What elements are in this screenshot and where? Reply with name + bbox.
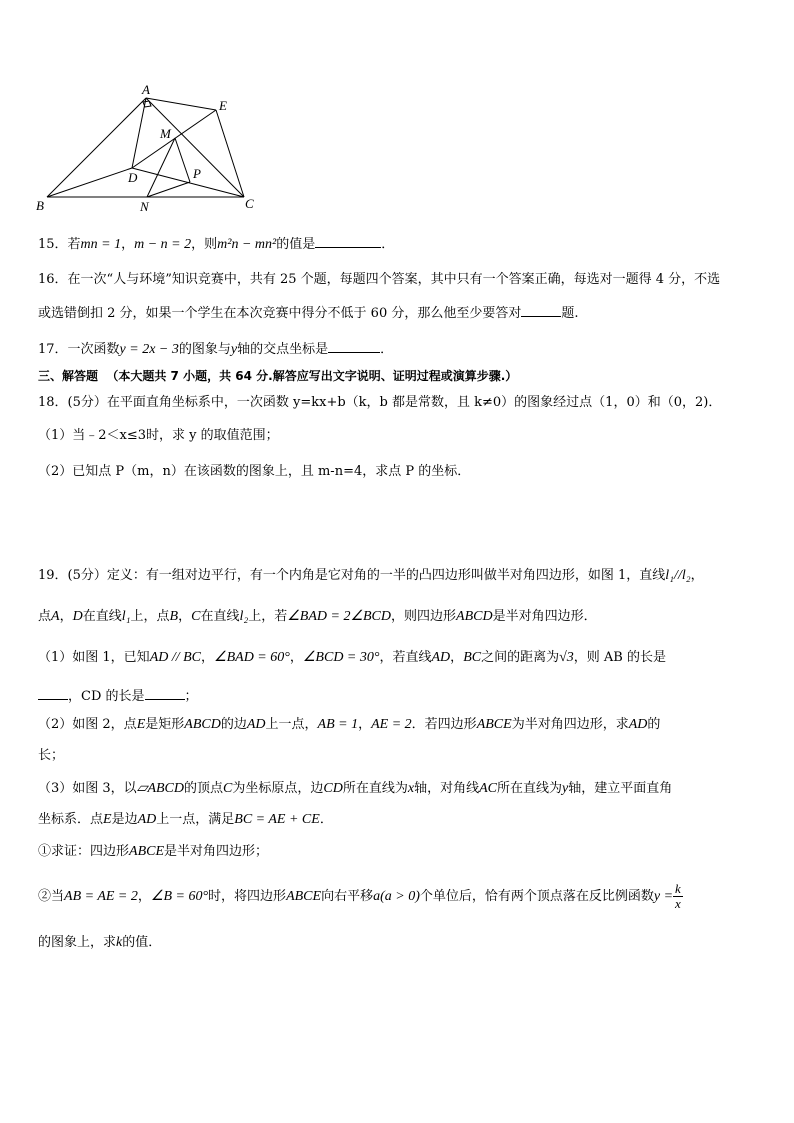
question-18-part-2: （2）已知点 P（m，n）在该函数的图象上，且 m-n=4，求点 P 的坐标． (38, 464, 471, 479)
geometry-figure (30, 80, 270, 215)
label-D: D (128, 170, 138, 185)
question-19-part-3-line-1: （3）如图 3，以▱ABCD的顶点C为坐标原点，边CD所在直线为x轴，对角线AC所在直线为y轴，建立平面直角 (38, 781, 673, 796)
question-18-stem: 18．(5分）在平面直角坐标系中，一次函数 y=kx+b（k，b 都是常数，且 k≠0）的图象经过点（1，0）和（0，2)． (38, 395, 722, 410)
question-19-part-2-line-1: （2）如图 2，点E是矩形ABCD的边AD上一点，AB = 1，AE = 2．若四边形ABCE为半对角四边形，求AD的 (38, 717, 661, 732)
question-16-line-2: 或选错倒扣 2 分，如果一个学生在本次竞赛中得分不低于 60 分，那么他至少要答对 题. (38, 302, 578, 323)
question-16-line-1: 16．在一次“人与环境”知识竞赛中，共有 25 个题，每题四个答案，其中只有一个答案正确，每选对一题得 4 分，不选 (38, 272, 721, 287)
answer-blank-19-ab[interactable] (38, 685, 68, 700)
label-N: N (140, 199, 149, 214)
question-17: 17．一次函数y = 2x − 3的图象与y轴的交点坐标是 ． (38, 338, 393, 359)
segment-AC (146, 98, 244, 197)
question-19-subpart-2-line-2: 的图象上，求k的值． (38, 935, 162, 950)
question-19-line-2: 点A，D在直线l₁上，点B，C在直线l₂上，若∠BAD = 2∠BCD，则四边形ABCD是半对角四边形． (38, 609, 597, 624)
label-P: P (193, 166, 201, 181)
question-19-part-2-line-2: 长； (38, 748, 65, 763)
question-19-line-1: 19．(5分）定义：有一组对边平行，有一个内角是它对角的一半的凸四边形叫做半对角四边形，如图 1，直线l₁//l₂， (38, 568, 704, 583)
question-19-part-1-line-2: ，CD 的长是 ； (38, 685, 198, 706)
segment-AD (132, 98, 146, 168)
answer-blank-15[interactable] (315, 233, 381, 248)
question-15: 15．若mn = 1，m − n = 2，则m²n − mn²的值是 ． (38, 233, 394, 254)
fraction-k-over-x: $\frac{k}{x}$ (675, 881, 681, 911)
answer-blank-17[interactable] (328, 338, 380, 353)
question-19-subpart-1: ①求证：四边形ABCE是半对角四边形； (38, 844, 269, 859)
label-C: C (245, 196, 254, 211)
answer-blank-19-cd[interactable] (145, 685, 185, 700)
question-19-part-1-line-1: （1）如图 1，已知AD // BC，∠BAD = 60°，∠BCD = 30°，若直线AD，BC之间的距离为√3，则 AB 的长是 (38, 650, 666, 665)
answer-blank-16[interactable] (521, 302, 561, 317)
segment-MP (175, 138, 190, 182)
label-M: M (160, 126, 171, 141)
right-angle-mark (143, 101, 151, 107)
question-18-part-1: （1）当﹣2＜x≤3时，求 y 的取值范围； (38, 428, 279, 443)
segment-BD (47, 168, 132, 197)
segment-MN (147, 138, 175, 197)
question-19-part-3-line-2: 坐标系．点E是边AD上一点，满足BC = AE + CE． (38, 812, 333, 827)
label-B: B (36, 198, 44, 213)
label-E: E (219, 98, 227, 113)
label-A: A (142, 82, 150, 97)
section-3-header: 三、解答题 （本大题共 7 小题，共 64 分.解答应写出文字说明、证明过程或演算步骤.） (38, 369, 518, 383)
segment-EC (216, 110, 244, 197)
question-19-subpart-2: ②当AB = AE = 2，∠B = 60°时，将四边形ABCE向右平移a(a > 0)个单位后，恰有两个顶点落在反比例函数y = $\frac{k}{x}$ (38, 881, 681, 911)
